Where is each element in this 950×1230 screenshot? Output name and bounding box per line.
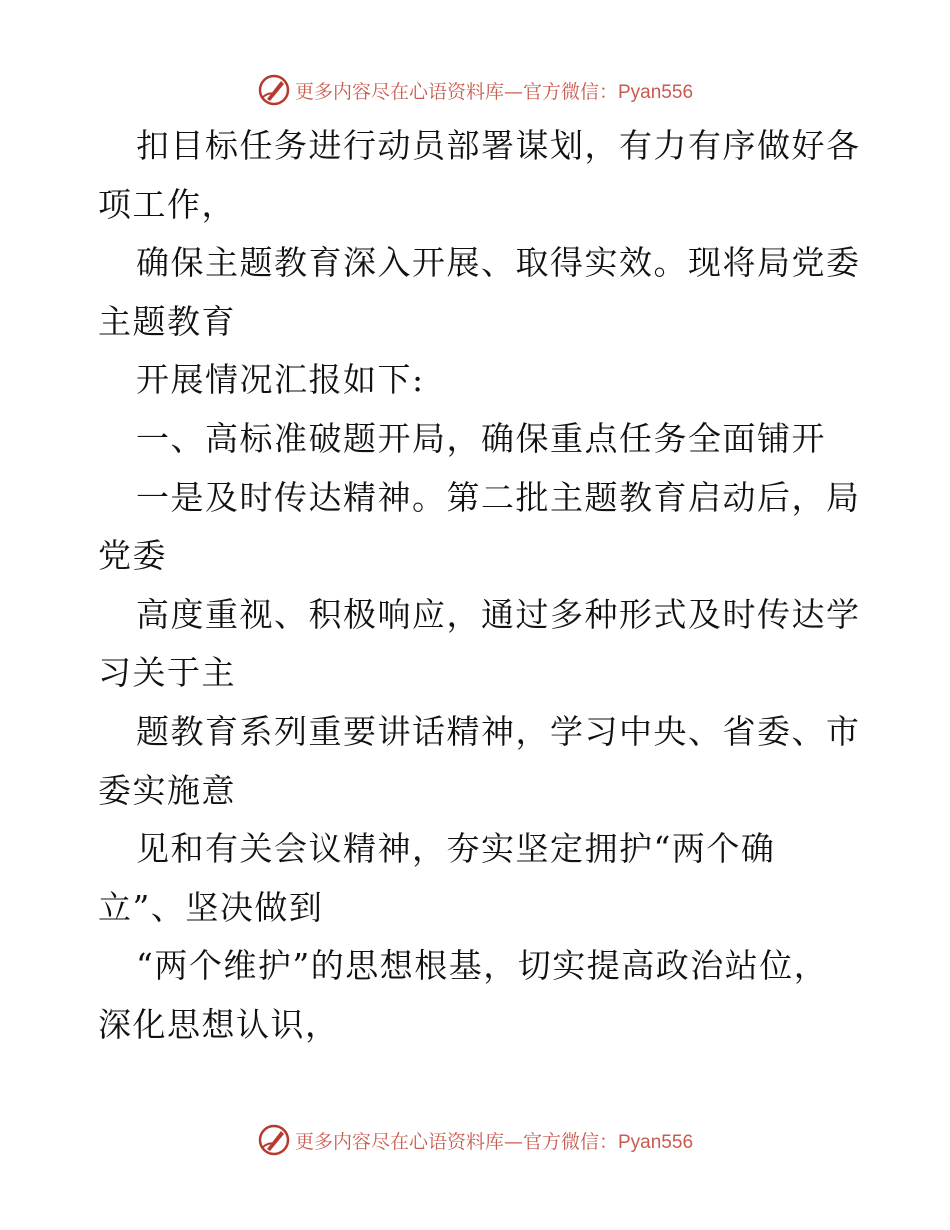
- footer-banner: [0, 1120, 950, 1160]
- text-line: 高度重视、积极响应，通过多种形式及时传达学: [136, 594, 861, 634]
- banner-main-text: 更多内容尽在心语资料库: [294, 80, 504, 103]
- text-line: 题教育系列重要讲话精神，学习中央、省委、市: [136, 711, 861, 751]
- text-line: 深化思想认识，: [98, 1004, 340, 1044]
- banner-separator: —: [503, 1130, 523, 1153]
- banner-text: [295, 1127, 693, 1154]
- text-line: “两个维护”的思想根基，切实提高政治站位，: [136, 946, 829, 986]
- quill-pen-icon: [257, 73, 291, 107]
- banner-text: [295, 77, 693, 104]
- text-line: 见和有关会议精神，夯实坚定拥护“两个确: [136, 829, 776, 869]
- banner-wechat-id: Pyan556: [618, 81, 694, 103]
- banner-wechat-id: Pyan556: [618, 1131, 694, 1153]
- text-line: 习关于主: [98, 653, 236, 693]
- text-line: 项工作，: [98, 184, 236, 224]
- banner-wechat-label: 官方微信：: [522, 1130, 618, 1153]
- section-heading: 一、高标准破题开局，确保重点任务全面铺开: [136, 418, 826, 458]
- text-line: 确保主题教育深入开展、取得实效。现将局党委: [136, 243, 861, 283]
- text-line: 立”、坚决做到: [98, 887, 324, 927]
- text-line: 一是及时传达精神。第二批主题教育启动后，局: [136, 477, 861, 517]
- banner-separator: —: [503, 80, 523, 103]
- quill-pen-icon: [257, 1123, 291, 1157]
- banner-wechat-label: 官方微信：: [522, 80, 618, 103]
- text-line: 主题教育: [98, 301, 236, 341]
- document-body: [98, 117, 861, 1055]
- text-line: 委实施意: [98, 770, 236, 810]
- banner-main-text: 更多内容尽在心语资料库: [294, 1130, 504, 1153]
- header-banner: [0, 70, 950, 110]
- text-line: 党委: [98, 536, 167, 576]
- text-line: 扣目标任务进行动员部署谋划，有力有序做好各: [136, 126, 861, 165]
- text-line: 开展情况汇报如下:: [136, 360, 425, 400]
